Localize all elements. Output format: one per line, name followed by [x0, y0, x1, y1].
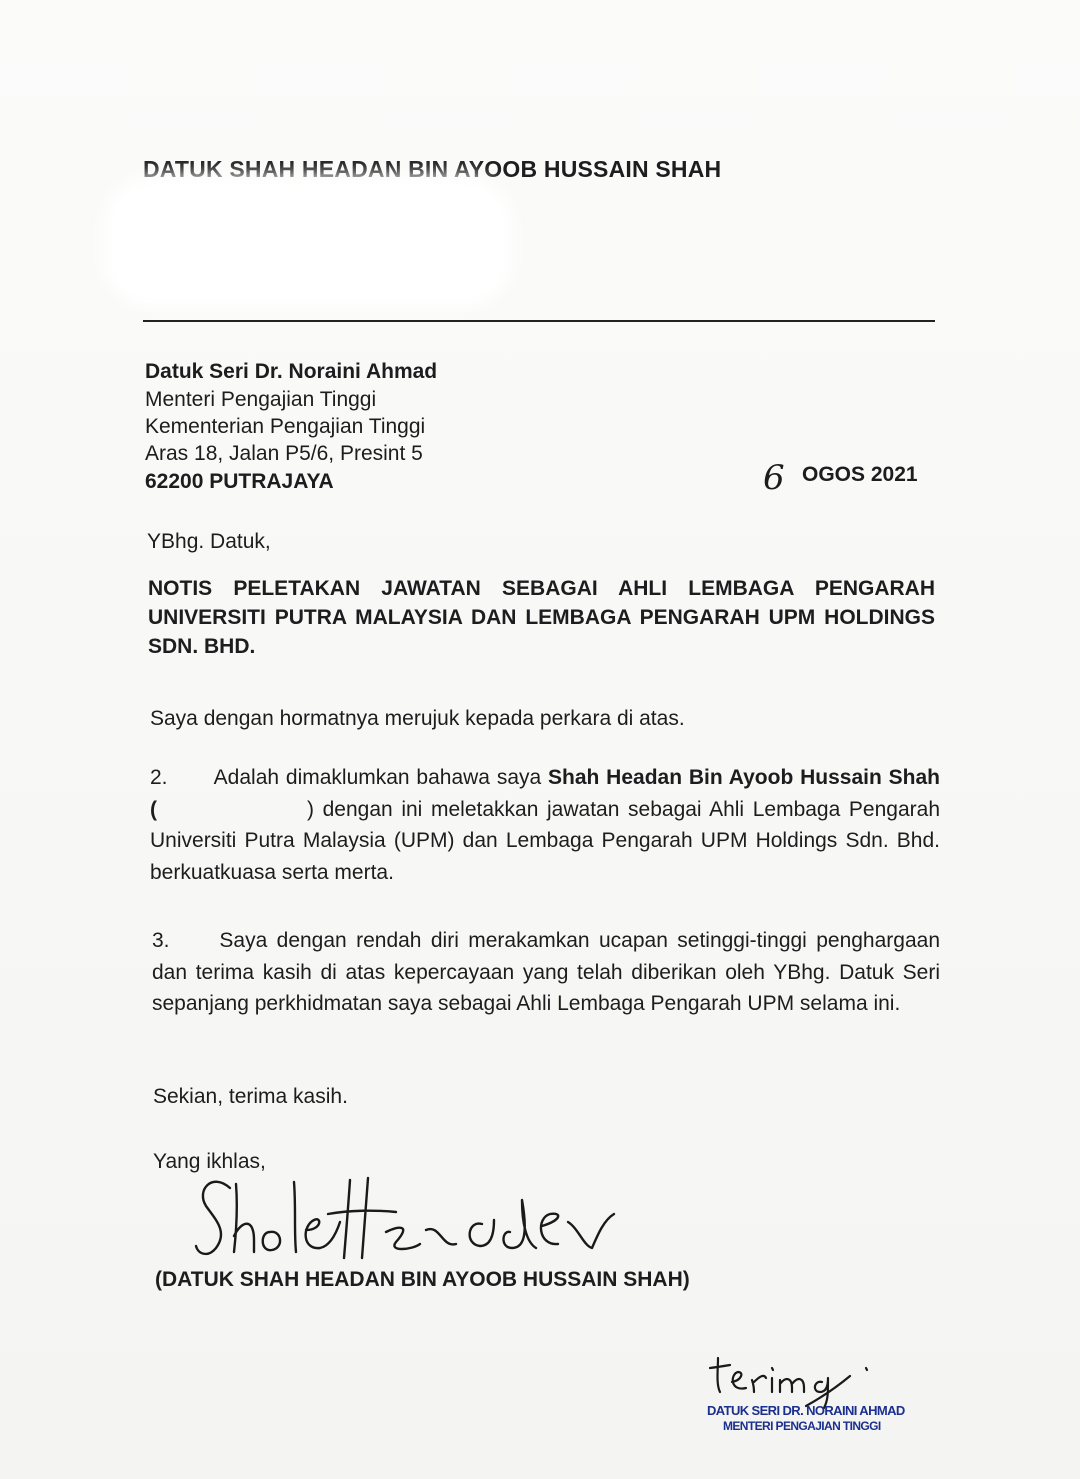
handwritten-annotation [700, 1340, 880, 1410]
paragraph-2 [150, 762, 940, 888]
paragraph-3-number: 3. [152, 929, 170, 952]
paragraph-2-intro: Adalah dimaklumkan bahawa saya [213, 766, 542, 789]
paragraph-3 [152, 925, 940, 1020]
sender-name: DATUK SHAH HEADAN BIN AYOOB HUSSAIN SHAH [143, 156, 722, 182]
recipient-city: 62200 PUTRAJAYA [145, 470, 334, 493]
signatory-name: (DATUK SHAH HEADAN BIN AYOOB HUSSAIN SHAH) [155, 1268, 690, 1291]
salutation: YBhg. Datuk, [147, 530, 271, 553]
redacted-address [112, 186, 504, 298]
paragraph-1: Saya dengan hormatnya merujuk kepada perkara di atas. [150, 707, 685, 730]
stamp-line-2: MENTERI PENGAJIAN TINGGI [723, 1419, 881, 1433]
date-day-handwritten: 6 [763, 458, 785, 498]
recipient-name: Datuk Seri Dr. Noraini Ahmad [145, 360, 438, 383]
paragraph-2-number: 2. [150, 766, 168, 789]
signature-graphic [190, 1160, 620, 1270]
sign-off: Yang ikhlas, [153, 1150, 266, 1173]
date-month-year: OGOS 2021 [802, 463, 918, 486]
stamp-line-1: DATUK SERI DR. NORAINI AHMAD [707, 1403, 905, 1418]
paragraph-3-text: Saya dengan rendah diri merakamkan ucapan setinggi-tinggi penghargaan dan terima kasih di atas kepercayaan yang telah diberikan oleh YBhg. Datuk Seri sepanjang perkhidmatan saya sebagai Ahli Lembaga Pengarah UPM selama ini. [152, 929, 941, 1015]
recipient-street: Aras 18, Jalan P5/6, Presint 5 [145, 442, 423, 465]
subject-heading: NOTIS PELETAKAN JAWATAN SEBAGAI AHLI LEMBAGA PENGARAH UNIVERSITI PUTRA MALAYSIA DAN LEMBAGA PENGARAH UPM HOLDINGS SDN. BHD. [148, 577, 935, 658]
paragraph-2-name: Shah Headan Bin Ayoob Hussain Shah ( [150, 766, 940, 821]
recipient-title: Menteri Pengajian Tinggi [145, 388, 377, 411]
paragraph-2-rest: ) dengan ini meletakkan jawatan sebagai Ahli Lembaga Pengarah Universiti Putra Malaysia (UPM) dan Lembaga Pengarah UPM Holdings Sdn. Bhd. berkuatkuasa serta merta. [150, 797, 940, 884]
recipient-ministry: Kementerian Pengajian Tinggi [145, 415, 426, 438]
header-divider [143, 320, 935, 322]
closing-line: Sekian, terima kasih. [153, 1085, 348, 1108]
